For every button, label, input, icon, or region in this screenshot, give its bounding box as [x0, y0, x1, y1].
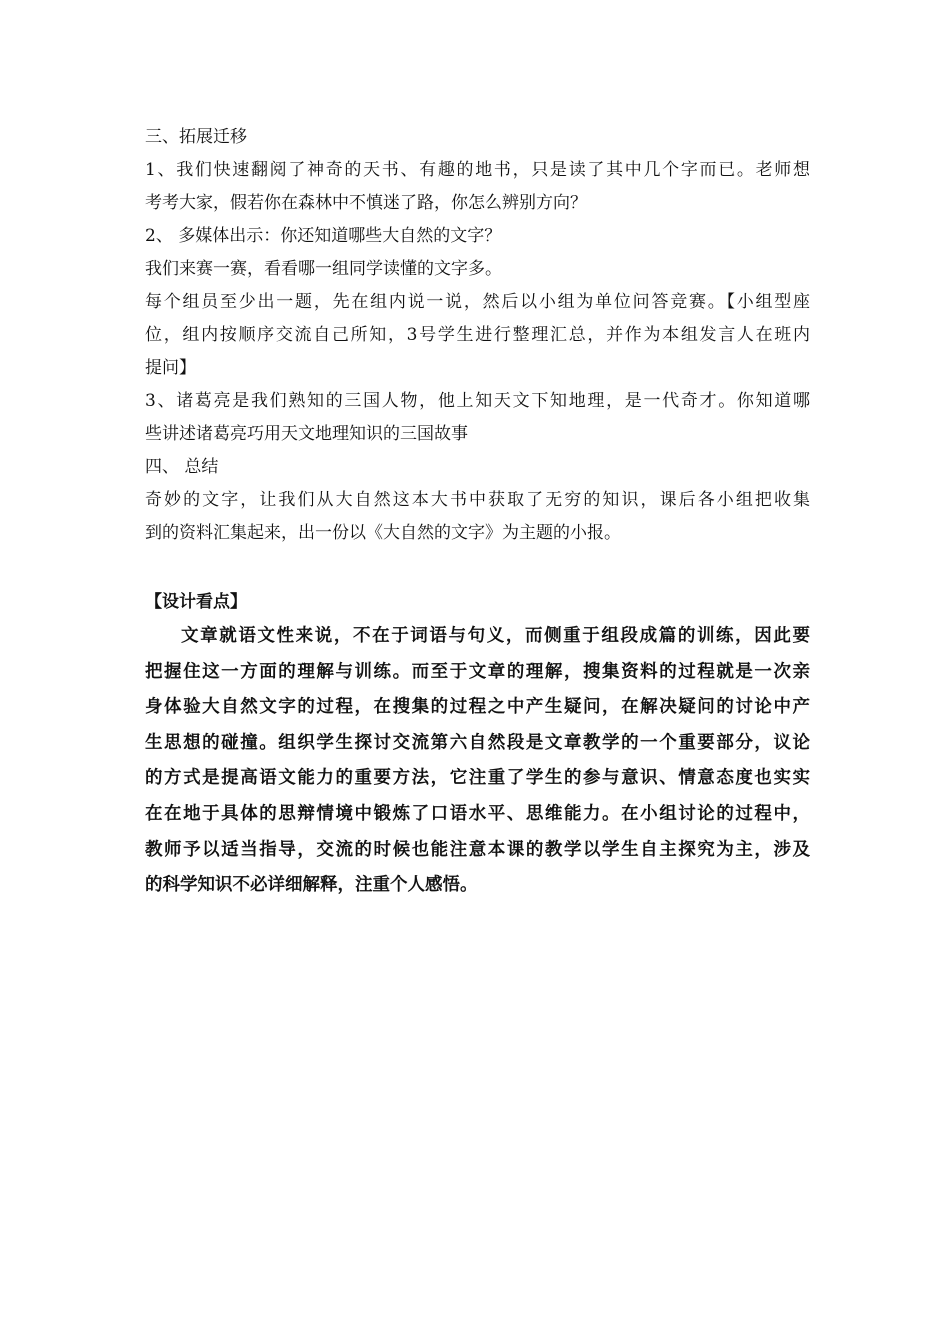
design-line-5: 的方式是提高语文能力的重要方法，它注重了学生的参与意识、情意态度也实实 [145, 768, 810, 789]
spacer [145, 550, 810, 586]
design-heading: 【设计看点】 [145, 592, 247, 612]
item-1-line-1: 1、我们快速翻阅了神奇的天书、有趣的地书，只是读了其中几个字而已。老师想 [145, 160, 810, 180]
item-2-para-line-1: 每个组员至少出一题，先在组内说一说，然后以小组为单位问答竞赛。【小组型座 [145, 292, 810, 312]
design-line-8: 的科学知识不必详细解释，注重个人感悟。 [145, 875, 478, 896]
item-2-para-line-3: 提问】 [145, 358, 196, 378]
item-3-line-2: 些讲述诸葛亮巧用天文地理知识的三国故事 [145, 424, 468, 444]
summary-line-1: 奇妙的文字，让我们从大自然这本大书中获取了无穷的知识，课后各小组把收集 [145, 490, 810, 510]
section-3-heading: 三、拓展迁移 [145, 127, 247, 147]
document-page [145, 121, 810, 904]
design-line-6: 在在地于具体的思辩情境中锻炼了口语水平、思维能力。在小组讨论的过程中， [145, 803, 810, 824]
item-3-line-1: 3、诸葛亮是我们熟知的三国人物，他上知天文下知地理，是一代奇才。你知道哪 [145, 391, 810, 411]
design-line-3: 身体验大自然文字的过程，在搜集的过程之中产生疑问，在解决疑问的讨论中产 [145, 697, 810, 718]
summary-line-2: 到的资料汇集起来，出一份以《大自然的文字》为主题的小报。 [145, 523, 621, 543]
item-1-line-2: 考考大家，假若你在森林中不慎迷了路，你怎么辨别方向？ [145, 193, 587, 213]
item-2-line: 2、 多媒体出示：你还知道哪些大自然的文字？ [145, 226, 502, 246]
design-line-1: 文章就语文性来说，不在于词语与句义，而侧重于组段成篇的训练，因此要 [181, 626, 810, 646]
design-line-4: 生思想的碰撞。组织学生探讨交流第六自然段是文章教学的一个重要部分，议论 [145, 732, 810, 753]
design-line-2: 把握住这一方面的理解与训练。而至于文章的理解，搜集资料的过程就是一次亲 [145, 661, 810, 682]
design-line-7: 教师予以适当指导，交流的时候也能注意本课的教学以学生自主探究为主，涉及 [145, 839, 810, 860]
item-2-contest-line: 我们来赛一赛，看看哪一组同学读懂的文字多。 [145, 259, 502, 279]
item-2-para-line-2: 位，组内按顺序交流自己所知，3号学生进行整理汇总，并作为本组发言人在班内 [145, 325, 810, 345]
section-4-heading: 四、 总结 [145, 457, 219, 477]
